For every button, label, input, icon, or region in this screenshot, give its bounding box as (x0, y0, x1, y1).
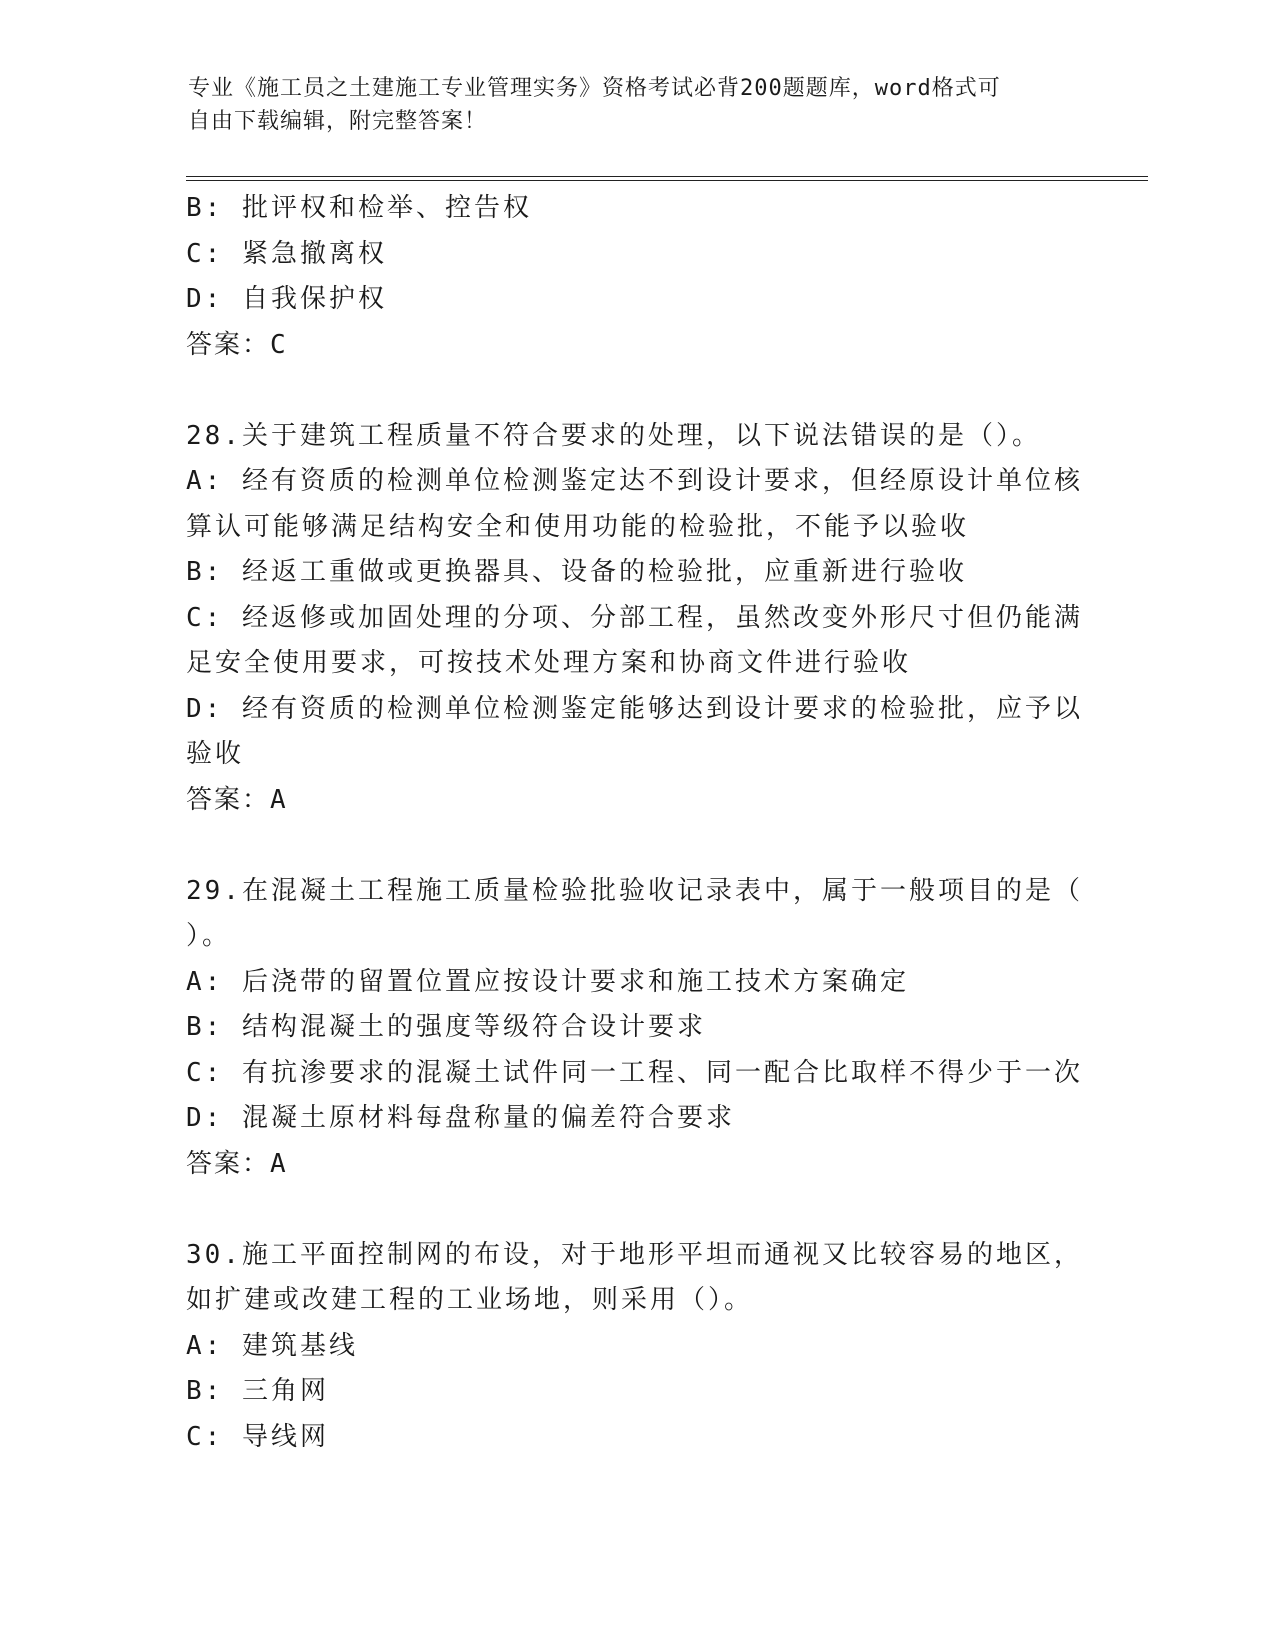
option-d: D: 经有资质的检测单位检测鉴定能够达到设计要求的检验批，应予以 (186, 693, 1083, 724)
header-divider (186, 176, 1148, 181)
question-list (186, 186, 1086, 1460)
answer: 答案：A (186, 1148, 288, 1179)
question-stem-continued: ）。 (186, 921, 232, 951)
answer: 答案：C (186, 329, 288, 360)
option-b: B: 经返工重做或更换器具、设备的检验批，应重新进行验收 (186, 557, 967, 587)
option-c: C: 导线网 (186, 1421, 329, 1452)
option-c: C: 有抗渗要求的混凝土试件同一工程、同一配合比取样不得少于一次 (186, 1057, 1083, 1088)
question-27-tail (186, 186, 1086, 368)
spacer (186, 368, 1086, 414)
option-b: B: 三角网 (186, 1376, 329, 1406)
question-stem: 29.在混凝土工程施工质量检验批验收记录表中，属于一般项目的是（ (186, 875, 1083, 906)
option-a-continued: 算认可能够满足结构安全和使用功能的检验批，不能予以验收 (186, 511, 970, 542)
question-28 (186, 414, 1086, 824)
option-b: B: 结构混凝土的强度等级符合设计要求 (186, 1012, 706, 1042)
header-title-line-1: 专业《施工员之土建施工专业管理实务》资格考试必背200题题库，word格式可 (188, 76, 1001, 101)
question-30 (186, 1233, 1086, 1461)
spacer (186, 823, 1086, 869)
question-stem: 28.关于建筑工程质量不符合要求的处理，以下说法错误的是（）。 (186, 420, 1041, 451)
option-a: A: 经有资质的检测单位检测鉴定达不到设计要求，但经原设计单位核 (186, 466, 1083, 496)
option-b: B: 批评权和检举、控告权 (186, 193, 532, 223)
option-c: C: 紧急撤离权 (186, 238, 387, 269)
option-d: D: 自我保护权 (186, 284, 387, 314)
header-title-line-2: 自由下载编辑，附完整答案！ (188, 109, 488, 134)
option-a: A: 后浇带的留置位置应按设计要求和施工技术方案确定 (186, 966, 909, 997)
question-stem: 30.施工平面控制网的布设，对于地形平坦而通视又比较容易的地区， (186, 1239, 1083, 1270)
question-29 (186, 869, 1086, 1188)
question-stem-continued: 如扩建或改建工程的工业场地，则采用（）。 (186, 1285, 754, 1315)
document-header (188, 72, 1088, 138)
option-c-continued: 足安全使用要求，可按技术处理方案和协商文件进行验收 (186, 648, 912, 678)
spacer (186, 1187, 1086, 1233)
option-c: C: 经返修或加固处理的分项、分部工程，虽然改变外形尺寸但仍能满 (186, 602, 1083, 633)
option-a: A: 建筑基线 (186, 1330, 358, 1361)
option-d: D: 混凝土原材料每盘称量的偏差符合要求 (186, 1103, 735, 1133)
answer: 答案：A (186, 784, 288, 815)
option-d-continued: 验收 (186, 739, 245, 769)
